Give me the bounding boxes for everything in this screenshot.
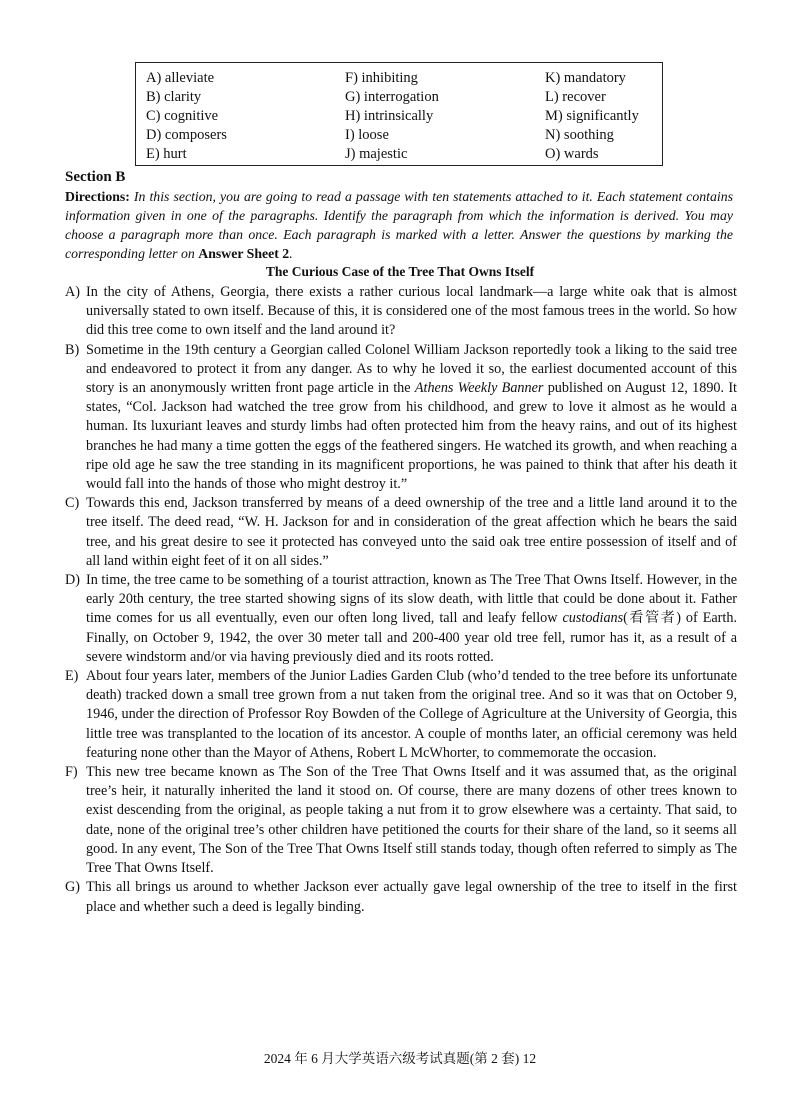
answer-sheet-label: Answer Sheet 2 [198, 246, 290, 261]
passage-title: The Curious Case of the Tree That Owns Itself [265, 264, 535, 279]
paragraph-text: Sometime in the 19th century a Georgian called Colonel William Jackson reportedly took a liking to the said tree and endeavored to protect it from any danger. As to why he loved it so, the earliest documented account of this story is an anonymously written front page article in the [86, 341, 737, 397]
paragraph-label: D) [65, 572, 80, 589]
word-bank-column-1 [146, 69, 227, 164]
word-bank-column-3 [545, 69, 639, 164]
paragraph-text: published on August 12, 1890. It states, “Col. Jackson had watched the tree grow from his childhood, and grew to love it almost as he would a human. Its luxuriant leaves and sturdy limbs had often protected him from the heavy rains, and out of its highest branches he had many a time gotten the eggs of the feathered singers. He watched its growth, and when reaching a ripe old age he saw the tree standing in its magnificent proportions, he was pained to think that after his death it would fall into the hands of those who might destroy it.” [86, 380, 738, 493]
paragraph-c [65, 494, 737, 571]
passage [65, 283, 737, 917]
word-option: O) wards [545, 146, 599, 162]
paragraph-g [65, 878, 737, 916]
section-title: Section B [65, 169, 126, 185]
paragraph-text: In time, the tree came to be something of a tourist attraction, known as The Tree That Owns Itself. However, in the early 20th century, the tree started showing signs of its slow death, with little that could be done about it. Father time comes for us all eventually, even our often long lived, tall and leafy fellow [86, 572, 737, 627]
word-option: A) alleviate [146, 70, 215, 86]
vocabulary-term: custodians [562, 610, 624, 627]
paragraph-label: G) [65, 879, 80, 896]
word-option: H) intrinsically [345, 108, 434, 124]
word-option: E) hurt [146, 146, 187, 162]
paragraph-label: A) [65, 284, 80, 300]
word-option: G) interrogation [345, 89, 439, 105]
directions-label: Directions: [65, 189, 130, 204]
paragraph-label: C) [65, 495, 80, 512]
word-bank-column-2 [345, 69, 439, 164]
paragraph-text: This all brings us around to whether Jackson ever actually gave legal ownership of the tree to itself in the first place and whether such a deed is legally binding. [86, 879, 737, 915]
directions-end: . [289, 246, 293, 261]
paragraph-label: B) [65, 341, 80, 358]
paragraph-text: This new tree became known as The Son of the Tree That Owns Itself and it was assumed that, as the original tree’s heir, it naturally inherited the land it stood on. Of course, there are many dozens of other trees known to exist descending from the original, as people taking a nut from it to grow elsewhere was a certainty. That said, to date, none of the original tree’s other children have petitioned the courts for their share of the land, so it seems all good. In any event, The Son of the Tree That Owns Itself still stands today, though often referred to simply as The Tree That Owns Itself. [86, 764, 737, 877]
directions-text: In this section, you are going to read a passage with ten statements attached to it. Each statement contains information given in one of the paragraphs. Identify the paragraph from which the information is derived. You may choose a paragraph more than once. Each paragraph is marked with a letter. Answer the questions by marking the corresponding letter on [65, 189, 733, 261]
paragraph-b [65, 341, 737, 495]
word-option: B) clarity [146, 89, 202, 105]
word-option: M) significantly [545, 108, 639, 124]
paragraph-text: About four years later, members of the Junior Ladies Garden Club (who’d tended to the tree before its unfortunate death) tracked down a small tree grown from a nut taken from the original tree. And so it was that on October 9, 1946, under the direction of Professor Roy Bowden of the College of Agriculture at the University of Georgia, this little tree was transplanted to the location of its ancestor. A couple of months later, an official ceremony was held featuring none other than the Mayor of Athens, Robert L McWhorter, to commemorate the occasion. [86, 668, 737, 761]
paragraph-e [65, 667, 737, 763]
word-option: J) majestic [345, 146, 408, 162]
paragraph-text: (看管者) of Earth. Finally, on October 9, 1942, the over 30 meter tall and 200-400 year old tree fell, rumor has it, as a result of a severe windstorm and/or via having previously died and its roots rotted. [86, 610, 737, 665]
directions [65, 187, 733, 263]
word-option: D) composers [146, 127, 227, 143]
newspaper-title: Athens Weekly Banner [414, 380, 544, 397]
word-option: L) recover [545, 89, 606, 105]
word-option: C) cognitive [146, 108, 219, 124]
paragraph-text: In the city of Athens, Georgia, there exists a rather curious local landmark—a large white oak that is almost universally stated to own itself. Because of this, it is considered one of the most famous trees in the world. So how did this tree come to own itself and the land around it? [86, 284, 737, 339]
paragraph-f [65, 763, 737, 878]
paragraph-text: Towards this end, Jackson transferred by means of a deed ownership of the tree and a little land around it to the tree itself. The deed read, “W. H. Jackson for and in consideration of the great affection which he bears the said tree, and his great desire to see it protected has conveyed unto the said oak tree entire possession of itself and of all land within eight feet of it on all sides.” [86, 495, 737, 569]
word-bank-box [135, 62, 663, 166]
word-option: N) soothing [545, 127, 614, 143]
paragraph-label: E) [65, 668, 79, 685]
paragraph-d [65, 571, 737, 667]
paragraph-a [65, 283, 737, 341]
word-option: K) mandatory [545, 70, 626, 86]
word-option: I) loose [345, 127, 389, 143]
paragraph-label: F) [65, 764, 78, 781]
word-option: F) inhibiting [345, 70, 418, 86]
page-footer: 2024 年 6 月大学英语六级考试真题(第 2 套) 12 [263, 1051, 537, 1066]
